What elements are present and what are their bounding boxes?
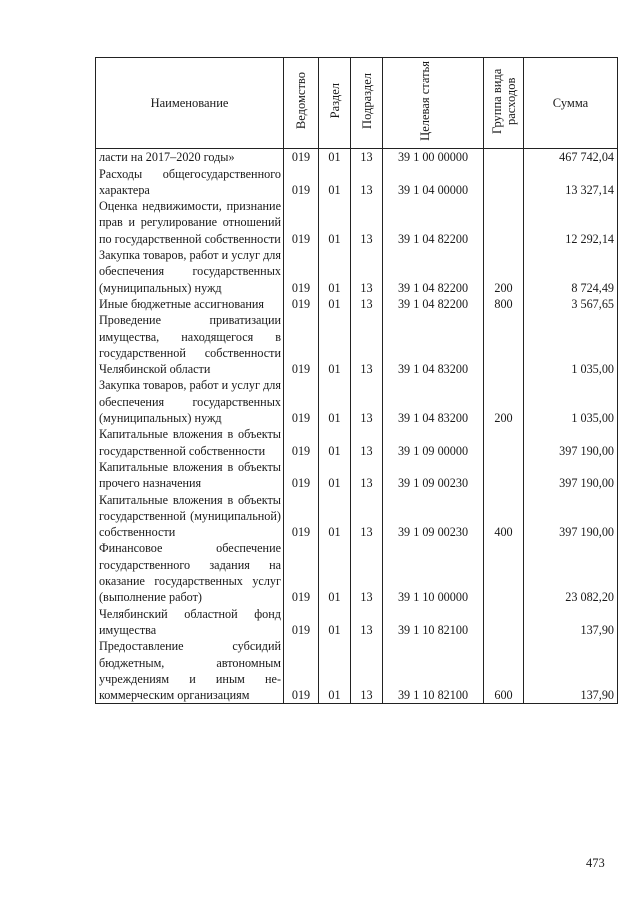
row-group — [484, 426, 524, 459]
row-name: Челябинский областной фонд имущества — [96, 606, 284, 639]
row-podrazdel: 13 — [351, 377, 383, 426]
row-group: 200 — [484, 247, 524, 296]
row-group — [484, 606, 524, 639]
row-razdel: 01 — [319, 492, 351, 541]
row-razdel: 01 — [319, 198, 351, 247]
row-ved: 019 — [284, 606, 319, 639]
row-group — [484, 198, 524, 247]
row-ved: 019 — [284, 247, 319, 296]
row-name: Закупка товаров, работ и услуг для обеспечения государственных (муниципальных) нужд — [96, 377, 284, 426]
table-row — [96, 247, 618, 296]
row-name: Иные бюджетные ассигнования — [96, 296, 284, 312]
row-target: 39 1 04 82200 — [383, 198, 484, 247]
row-podrazdel: 13 — [351, 638, 383, 704]
table-row — [96, 312, 618, 377]
table-row — [96, 296, 618, 312]
row-target: 39 1 04 82200 — [383, 296, 484, 312]
row-sum: 3 567,65 — [524, 296, 618, 312]
row-name: Капитальные вложения в объекты прочего назначения — [96, 459, 284, 492]
row-sum: 137,90 — [524, 638, 618, 704]
header-razdel-label: Раздел — [327, 83, 342, 119]
row-group — [484, 312, 524, 377]
row-sum: 397 190,00 — [524, 492, 618, 541]
table-row — [96, 459, 618, 492]
row-name: Предоставление субсидий бюджетным, автономным учреждениям и иным некоммерческим организациям — [96, 638, 284, 704]
row-group: 800 — [484, 296, 524, 312]
row-razdel: 01 — [319, 149, 351, 166]
header-podrazdel — [351, 58, 383, 149]
row-group: 400 — [484, 492, 524, 541]
row-target: 39 1 10 82100 — [383, 638, 484, 704]
row-group — [484, 459, 524, 492]
row-podrazdel: 13 — [351, 459, 383, 492]
row-sum: 13 327,14 — [524, 166, 618, 199]
row-sum: 467 742,04 — [524, 149, 618, 166]
row-podrazdel: 13 — [351, 149, 383, 166]
header-group-label: Группа вида расходов — [489, 68, 518, 134]
row-ved: 019 — [284, 426, 319, 459]
header-razdel — [319, 58, 351, 149]
row-name: Расходы общегосударственного характера — [96, 166, 284, 199]
table-row — [96, 149, 618, 166]
row-razdel: 01 — [319, 459, 351, 492]
row-podrazdel: 13 — [351, 606, 383, 639]
row-razdel: 01 — [319, 312, 351, 377]
row-razdel: 01 — [319, 296, 351, 312]
table-row — [96, 198, 618, 247]
budget-table — [95, 57, 618, 704]
row-podrazdel: 13 — [351, 492, 383, 541]
row-razdel: 01 — [319, 540, 351, 605]
row-target: 39 1 09 00230 — [383, 459, 484, 492]
row-target: 39 1 09 00230 — [383, 492, 484, 541]
row-target: 39 1 10 82100 — [383, 606, 484, 639]
row-target: 39 1 04 83200 — [383, 312, 484, 377]
row-target: 39 1 04 00000 — [383, 166, 484, 199]
row-sum: 8 724,49 — [524, 247, 618, 296]
row-group: 200 — [484, 377, 524, 426]
row-razdel: 01 — [319, 638, 351, 704]
row-name: Капитальные вложения в объекты государственной собственности — [96, 426, 284, 459]
row-name: Проведение приватизации имущества, находящегося в государственной собственности Челябинской области — [96, 312, 284, 377]
row-podrazdel: 13 — [351, 312, 383, 377]
table-row — [96, 426, 618, 459]
row-ved: 019 — [284, 459, 319, 492]
row-podrazdel: 13 — [351, 166, 383, 199]
row-razdel: 01 — [319, 606, 351, 639]
row-podrazdel: 13 — [351, 247, 383, 296]
row-ved: 019 — [284, 149, 319, 166]
table-row — [96, 492, 618, 541]
row-ved: 019 — [284, 198, 319, 247]
row-sum: 137,90 — [524, 606, 618, 639]
header-group — [484, 58, 524, 149]
header-ved — [284, 58, 319, 149]
row-podrazdel: 13 — [351, 198, 383, 247]
header-ved-label: Ведомство — [294, 72, 308, 130]
row-razdel: 01 — [319, 426, 351, 459]
row-podrazdel: 13 — [351, 426, 383, 459]
row-group — [484, 540, 524, 605]
row-podrazdel: 13 — [351, 296, 383, 312]
row-target: 39 1 10 00000 — [383, 540, 484, 605]
table-row — [96, 606, 618, 639]
row-ved: 019 — [284, 540, 319, 605]
table-row — [96, 377, 618, 426]
row-name: Капитальные вложения в объекты государственной (муниципальной) собственности — [96, 492, 284, 541]
row-target: 39 1 04 82200 — [383, 247, 484, 296]
row-name: Финансовое обеспечение государственного задания на оказание государственных услуг (выполнение работ) — [96, 540, 284, 605]
table-row — [96, 540, 618, 605]
header-podrazdel-label: Подраздел — [359, 73, 374, 129]
row-podrazdel: 13 — [351, 540, 383, 605]
header-sum: Сумма — [524, 58, 618, 149]
row-ved: 019 — [284, 492, 319, 541]
row-sum: 1 035,00 — [524, 377, 618, 426]
row-ved: 019 — [284, 377, 319, 426]
row-name: Оценка недвижимости, признание прав и регулирование отношений по государственной собственности — [96, 198, 284, 247]
row-razdel: 01 — [319, 166, 351, 199]
header-target-label: Целевая статья — [418, 61, 432, 141]
row-ved: 019 — [284, 296, 319, 312]
row-sum: 397 190,00 — [524, 426, 618, 459]
row-ved: 019 — [284, 312, 319, 377]
page-number: 473 — [586, 856, 605, 870]
row-target: 39 1 04 83200 — [383, 377, 484, 426]
table-row — [96, 166, 618, 199]
table-row — [96, 638, 618, 704]
row-group — [484, 149, 524, 166]
row-name: Закупка товаров, работ и услуг для обеспечения государственных (муниципальных) нужд — [96, 247, 284, 296]
row-target: 39 1 09 00000 — [383, 426, 484, 459]
row-name: ласти на 2017–2020 годы» — [96, 149, 284, 166]
row-razdel: 01 — [319, 247, 351, 296]
row-sum: 23 082,20 — [524, 540, 618, 605]
row-group: 600 — [484, 638, 524, 704]
header-target — [383, 58, 484, 149]
header-name: Наименование — [96, 58, 284, 149]
row-target: 39 1 00 00000 — [383, 149, 484, 166]
row-sum: 12 292,14 — [524, 198, 618, 247]
row-sum: 1 035,00 — [524, 312, 618, 377]
row-sum: 397 190,00 — [524, 459, 618, 492]
row-ved: 019 — [284, 166, 319, 199]
row-ved: 019 — [284, 638, 319, 704]
row-razdel: 01 — [319, 377, 351, 426]
row-group — [484, 166, 524, 199]
table-header-row — [96, 58, 618, 149]
